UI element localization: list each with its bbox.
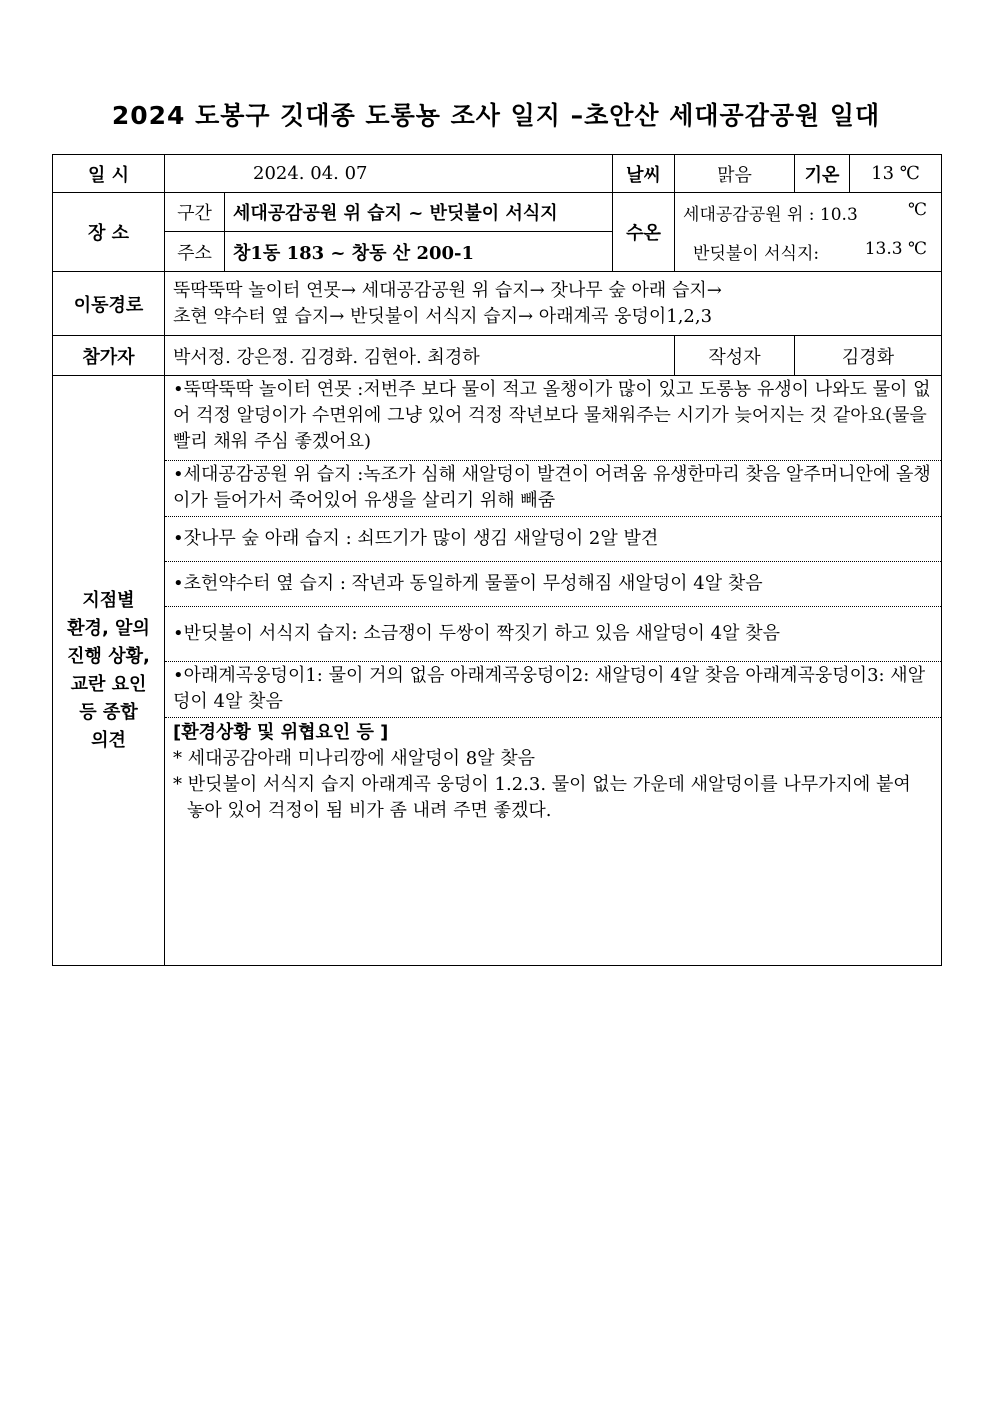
- participants-label: 참가자: [53, 336, 165, 376]
- row-location-address: [53, 232, 942, 272]
- water-temp-row-2: [675, 232, 942, 272]
- env-section: [165, 718, 941, 826]
- route-label: 이동경로: [53, 272, 165, 336]
- observations-label-line: 등 종합: [79, 701, 138, 723]
- observation-item: •뚝딱뚝딱 놀이터 연못 :저번주 보다 물이 적고 올챙이가 많이 있고 도롱뇽 유생이 나와도 물이 없어 걱정 알덩이가 수면위에 그냥 있어 걱정 작년보다 물채워주는 시기가 늦어지는 것 같아요(물을 빨리 채워 주심 좋겠어요): [165, 376, 941, 461]
- env-line: * 반딧불이 서식지 습지 아래계곡 웅덩이 1.2.3. 물이 없는 가운데 새알덩이를 나무가지에 붙여 놓아 있어 걱정이 됨 비가 좀 내려 주면 좋겠다.: [173, 774, 911, 821]
- weather-value: 맑음: [675, 155, 795, 193]
- section-value: 세대공감공원 위 습지 ~ 반딧불이 서식지: [225, 193, 613, 232]
- observation-item: •아래계곡웅덩이1: 물이 거의 없음 아래계곡웅덩이2: 새알덩이 4알 찾음 아래계곡웅덩이3: 새알덩이 4알 찾음: [165, 662, 941, 718]
- env-line: * 세대공감아래 미나리깡에 새알덩이 8알 찾음: [173, 748, 536, 769]
- participants-value: 박서정. 강은정. 김경화. 김현아. 최경하: [165, 336, 675, 376]
- observations-label-line: 환경, 알의: [67, 617, 150, 639]
- row-route: [53, 272, 942, 336]
- water-temp-unit-1: ℃: [907, 199, 928, 220]
- writer-value: 김경화: [795, 336, 942, 376]
- writer-label: 작성자: [675, 336, 795, 376]
- observation-item: •세대공감공원 위 습지 :녹조가 심해 새알덩이 발견이 어려움 유생한마리 찾음 알주머니안에 올챙이가 들어가서 죽어있어 유생을 살리기 위해 빼줌: [165, 461, 941, 517]
- observation-item: •반딧불이 서식지 습지: 소금쟁이 두쌍이 짝짓기 하고 있음 새알덩이 4알 찾음: [165, 607, 941, 662]
- row-datetime: [53, 155, 942, 193]
- observations-label-line: 의견: [91, 729, 126, 751]
- row-participants: [53, 336, 942, 376]
- observation-item: •초헌약수터 옆 습지 : 작년과 동일하게 물풀이 무성해짐 새알덩이 4알 찾음: [165, 562, 941, 607]
- water-temp-place-2: 반딧불이 서식지:: [693, 243, 820, 264]
- page-title: 2024 도봉구 깃대종 도롱뇽 조사 일지 –초안산 세대공감공원 일대: [111, 101, 881, 130]
- observations-label: [53, 376, 165, 966]
- section-label: 구간: [165, 193, 225, 232]
- row-observations: [53, 376, 942, 966]
- survey-log-table: [52, 154, 942, 966]
- observations-label-line: 교란 요인: [70, 673, 147, 695]
- location-label: 장 소: [53, 193, 165, 272]
- water-temp-place-1: 세대공감공원 위 : 10.3: [683, 204, 858, 225]
- water-temp-unit-2: 13.3 ℃: [864, 238, 928, 259]
- water-temp-label: 수온: [613, 193, 675, 272]
- observation-item: •잣나무 숲 아래 습지 : 쇠뜨기가 많이 생김 새알덩이 2알 발견: [165, 517, 941, 562]
- air-temp-label: 기온: [795, 155, 850, 193]
- air-temp-value: 13 ℃: [850, 155, 942, 193]
- observations-label-line: 지점별: [82, 589, 135, 611]
- row-location-section: [53, 193, 942, 232]
- address-label: 주소: [165, 232, 225, 272]
- water-temp-row-1: [675, 193, 942, 232]
- route-line-2: 초현 약수터 옆 습지→ 반딧불이 서식지 습지→ 아래계곡 웅덩이1,2,3: [173, 305, 713, 327]
- weather-label: 날씨: [613, 155, 675, 193]
- route-value: [165, 272, 942, 336]
- observations-content: [165, 376, 942, 966]
- env-heading: [환경상황 및 위협요인 등 ]: [173, 722, 389, 743]
- address-value: 창1동 183 ~ 창동 산 200-1: [225, 232, 613, 272]
- route-line-1: 뚝딱뚝딱 놀이터 연못→ 세대공감공원 위 습지→ 잣나무 숲 아래 습지→: [173, 279, 722, 301]
- observations-label-line: 진행 상황,: [67, 645, 150, 667]
- datetime-value: 2024. 04. 07: [165, 155, 613, 193]
- datetime-label: 일 시: [53, 155, 165, 193]
